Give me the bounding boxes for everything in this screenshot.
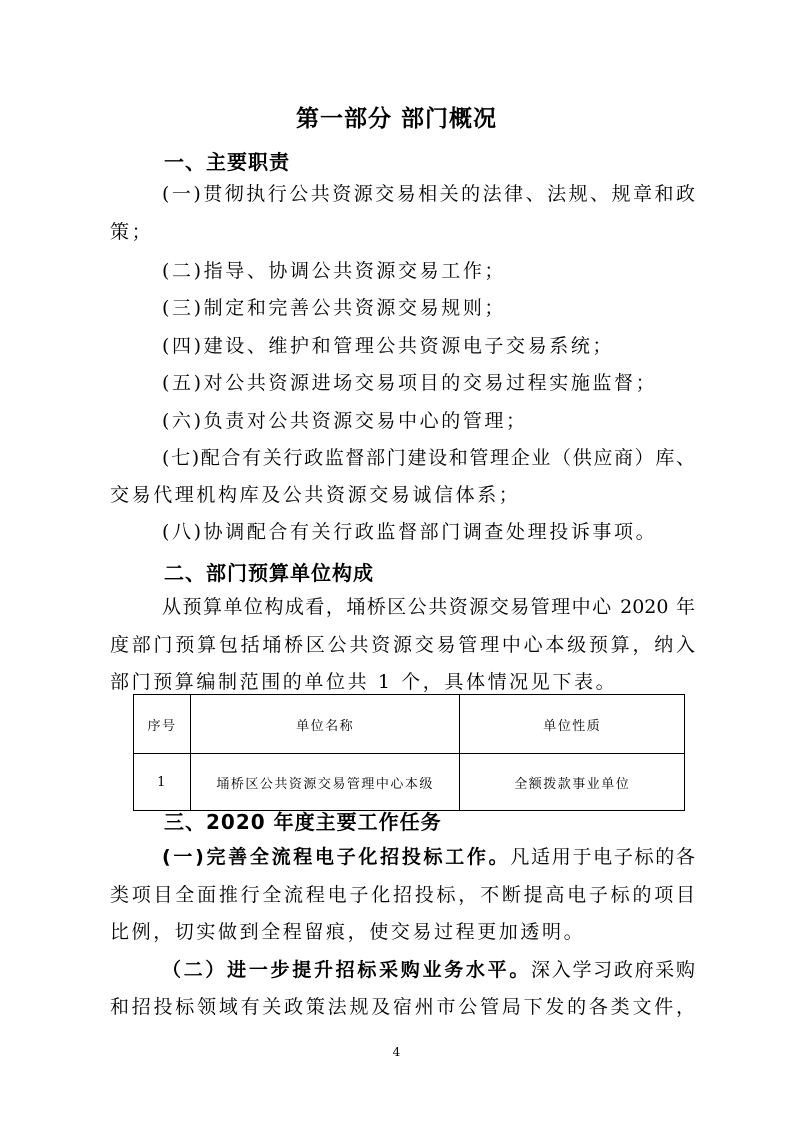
paragraph-line: (五)对公共资源进场交易项目的交易过程实施监督；: [162, 372, 658, 394]
table-cell: 1: [134, 754, 191, 811]
section-heading-responsibilities: 一、主要职责: [164, 150, 290, 174]
paragraph-line: (七)配合有关行政监督部门建设和管理企业（供应商）库、: [162, 447, 695, 469]
paragraph-line: (一)贯彻执行公共资源交易相关的法律、法规、规章和政: [162, 183, 695, 205]
paragraph-line: (六)负责对公共资源交易中心的管理；: [162, 410, 528, 432]
table-header-cell: 单位性质: [460, 695, 685, 754]
paragraph-line: 比例，切实做到全程留痕，使交易过程更加透明。: [110, 921, 586, 943]
paragraph-line: 交易代理机构库及公共资源交易诚信体系；: [110, 484, 521, 506]
paragraph-line: 部门预算编制范围的单位共 1 个，具体情况见下表。: [110, 671, 618, 693]
paragraph-line: (八)协调配合有关行政监督部门调查处理投诉事项。: [162, 521, 658, 543]
table-header-row: [134, 695, 685, 754]
task-title: （二）进一步提升招标采购业务水平。: [162, 959, 532, 981]
paragraph-line: (四)建设、维护和管理公共资源电子交易系统；: [162, 335, 615, 357]
budget-units-table: [133, 694, 685, 811]
table-row: [134, 754, 685, 811]
paragraph-line: (一)完善全流程电子化招投标工作。凡适用于电子标的各: [162, 846, 695, 868]
paragraph-line: (三)制定和完善公共资源交易规则；: [162, 297, 507, 319]
paragraph-line: (二)指导、协调公共资源交易工作；: [162, 260, 507, 282]
paragraph-line: （二）进一步提升招标采购业务水平。深入学习政府采购: [162, 959, 695, 981]
paragraph-line: 类项目全面推行全流程电子化招投标，不断提高电子标的项目: [110, 884, 695, 906]
section-heading-budget-units: 二、部门预算单位构成: [164, 561, 374, 585]
paragraph-line: 策；: [110, 221, 154, 243]
table-cell: 埇桥区公共资源交易管理中心本级: [190, 754, 459, 811]
table-header-cell: 序号: [134, 695, 191, 754]
paragraph-line: 和招投标领域有关政策法规及宿州市公管局下发的各类文件，: [110, 996, 695, 1018]
section-heading-work-tasks: 三、2020 年度主要工作任务: [164, 810, 442, 834]
table-cell: 全额拨款事业单位: [460, 754, 685, 811]
paragraph-line: 度部门预算包括埇桥区公共资源交易管理中心本级预算，纳入: [110, 634, 695, 656]
paragraph-line: 从预算单位构成看，埇桥区公共资源交易管理中心 2020 年: [162, 596, 695, 618]
page-title: 第一部分 部门概况: [295, 106, 497, 132]
table-header-cell: 单位名称: [190, 695, 459, 754]
page-number: 4: [392, 1045, 401, 1059]
task-title: (一)完善全流程电子化招投标工作。: [162, 846, 511, 868]
